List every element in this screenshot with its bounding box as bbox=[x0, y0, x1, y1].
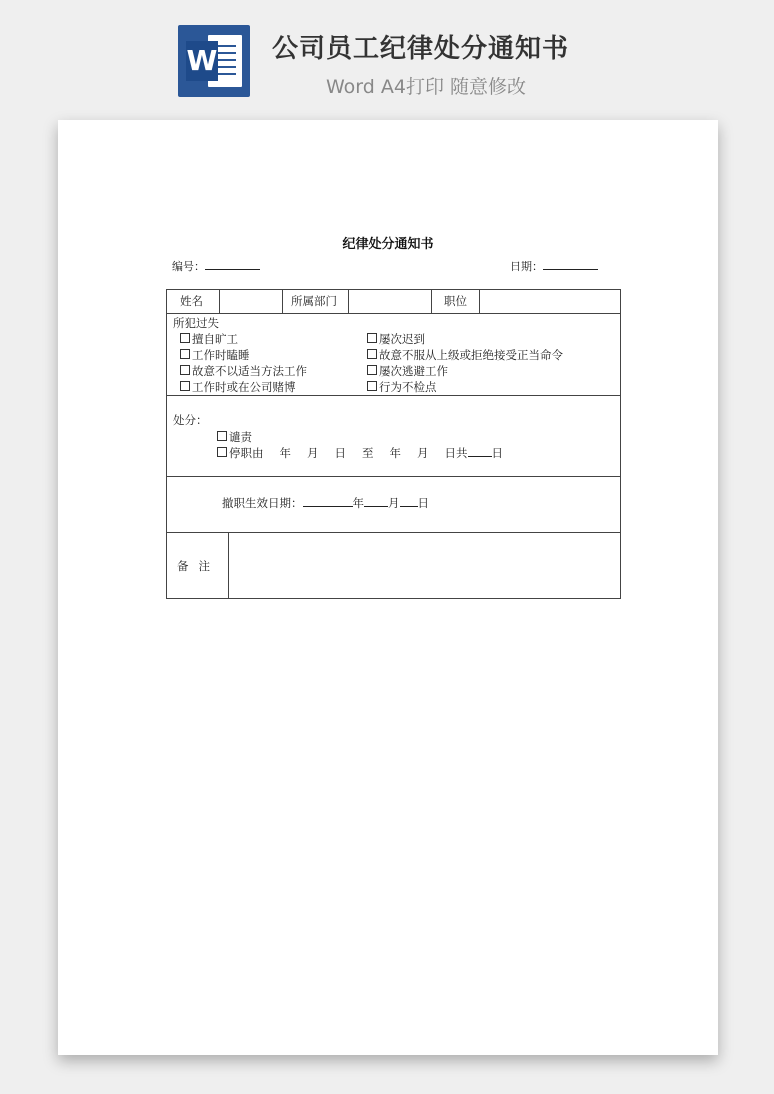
checkbox-icon[interactable] bbox=[180, 333, 190, 343]
revoke-month-blank[interactable] bbox=[364, 495, 388, 507]
checkbox-icon[interactable] bbox=[367, 381, 377, 391]
offense-heading: 所犯过失 bbox=[173, 316, 219, 330]
document-date-blank[interactable] bbox=[543, 259, 598, 270]
employee-info-row bbox=[167, 290, 620, 314]
department-label: 所属部门 bbox=[283, 290, 349, 313]
name-label: 姓名 bbox=[167, 290, 220, 313]
offense-option[interactable]: 行为不检点 bbox=[367, 379, 437, 395]
page-subtitle: Word A4打印 随意修改 bbox=[326, 76, 527, 98]
document-date bbox=[510, 258, 598, 274]
penalty-suspend-option[interactable]: 停职由 年 月 日 至 年 月 日共 日 bbox=[217, 445, 503, 461]
offense-option[interactable]: 故意不服从上级或拒绝接受正当命令 bbox=[367, 347, 563, 363]
checkbox-icon[interactable] bbox=[367, 333, 377, 343]
word-document-icon bbox=[178, 25, 250, 97]
offense-option[interactable]: 故意不以适当方法工作 bbox=[180, 363, 307, 379]
document-date-label: 日期： bbox=[510, 260, 543, 273]
name-field[interactable] bbox=[220, 290, 283, 313]
offense-row bbox=[167, 314, 620, 396]
revoke-row bbox=[167, 477, 620, 533]
penalty-row bbox=[167, 396, 620, 477]
checkbox-icon[interactable] bbox=[367, 349, 377, 359]
checkbox-icon[interactable] bbox=[217, 431, 227, 441]
document-page bbox=[58, 120, 718, 1055]
offense-option[interactable]: 擅自旷工 bbox=[180, 331, 238, 347]
offense-option[interactable]: 工作时或在公司赌博 bbox=[180, 379, 296, 395]
revoke-date: 撤职生效日期： 年 月 日 bbox=[222, 496, 429, 510]
offense-option[interactable]: 屡次逃避工作 bbox=[367, 363, 448, 379]
department-field[interactable] bbox=[349, 290, 432, 313]
penalty-reprimand-option[interactable]: 谴责 bbox=[217, 429, 252, 445]
discipline-form-table bbox=[166, 289, 621, 599]
document-number-label: 编号： bbox=[172, 260, 205, 273]
remark-label: 备注 bbox=[167, 533, 229, 599]
suspend-days-blank[interactable] bbox=[468, 445, 492, 457]
checkbox-icon[interactable] bbox=[367, 365, 377, 375]
penalty-heading: 处分： bbox=[173, 413, 208, 427]
document-number-blank[interactable] bbox=[205, 259, 260, 270]
revoke-day-blank[interactable] bbox=[400, 495, 418, 507]
document-number bbox=[172, 258, 260, 274]
revoke-year-blank[interactable] bbox=[303, 495, 353, 507]
offense-option[interactable]: 工作时瞌睡 bbox=[180, 347, 250, 363]
remark-field[interactable] bbox=[229, 533, 620, 599]
checkbox-icon[interactable] bbox=[217, 447, 227, 457]
revoke-label: 撤职生效日期： bbox=[222, 496, 303, 510]
checkbox-icon[interactable] bbox=[180, 381, 190, 391]
header bbox=[0, 0, 774, 110]
checkbox-icon[interactable] bbox=[180, 365, 190, 375]
page-title: 公司员工纪律处分通知书 bbox=[272, 34, 570, 64]
offense-option[interactable]: 屡次迟到 bbox=[367, 331, 425, 347]
position-field[interactable] bbox=[480, 290, 620, 313]
remark-row bbox=[167, 533, 620, 599]
checkbox-icon[interactable] bbox=[180, 349, 190, 359]
word-icon-letter: W bbox=[186, 41, 218, 81]
position-label: 职位 bbox=[432, 290, 480, 313]
document-title: 纪律处分通知书 bbox=[342, 237, 434, 252]
